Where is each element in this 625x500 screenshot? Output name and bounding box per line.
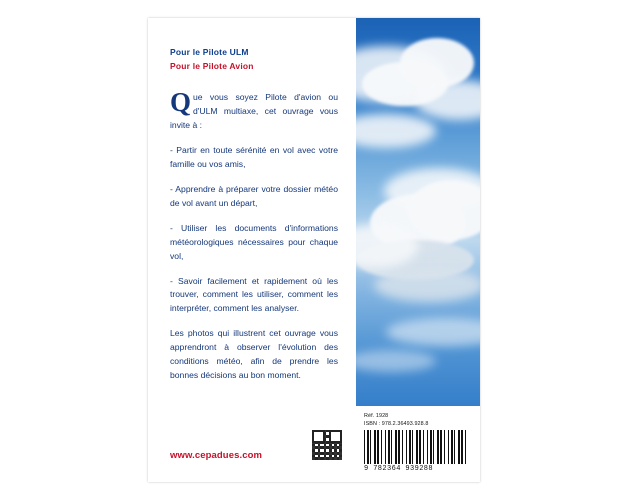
cloud-shape (374, 268, 480, 302)
ean13-barcode (364, 430, 468, 464)
cloud-shape (356, 350, 436, 372)
barcode-wrapper (364, 430, 472, 478)
book-back-cover (148, 18, 480, 482)
isbn-barcode-block (356, 406, 480, 482)
ean13-digits: 9 782364 939288 (364, 465, 434, 473)
back-cover-text-panel (148, 18, 356, 482)
isbn-number: ISBN : 978.2.36493.928.8 (364, 421, 429, 428)
cloud-shape (386, 318, 480, 346)
intro-text: ue vous soyez Pilote d'avion ou d'ULM multiaxe, cet ouvrage vous invite à : (170, 92, 338, 131)
headline-ulm: Pour le Pilote ULM (170, 47, 249, 57)
publisher-footer (148, 412, 356, 482)
bullet-item: - Utiliser les documents d'informations météorologiques nécessaires pour chaque vol, (170, 222, 338, 261)
bullet-item: - Partir en toute sérénité en vol avec votre famille ou vos amis, (170, 145, 338, 170)
cloud-shape (414, 80, 480, 120)
cloud-shape (356, 114, 436, 148)
qr-code-icon[interactable] (312, 430, 342, 460)
intro-paragraph (170, 91, 338, 133)
back-cover-body-copy (170, 91, 338, 383)
closing-paragraph: Les photos qui illustrent cet ouvrage vous apprendront à observer l'évolution des conditions météo, afin de prendre les bonnes décisions au bon moment. (170, 328, 338, 381)
reference-number: Réf. 1928 (364, 413, 389, 419)
headline-avion: Pour le Pilote Avion (170, 61, 254, 72)
bullet-item: - Apprendre à préparer votre dossier météo de vol avant un départ, (170, 183, 338, 208)
publisher-website[interactable]: www.cepadues.com (170, 450, 263, 461)
bullet-item: - Savoir facilement et rapidement où les trouver, comment les utiliser, comment les interpréter, comment les analyser. (170, 275, 338, 314)
drop-cap: Q (170, 91, 192, 118)
